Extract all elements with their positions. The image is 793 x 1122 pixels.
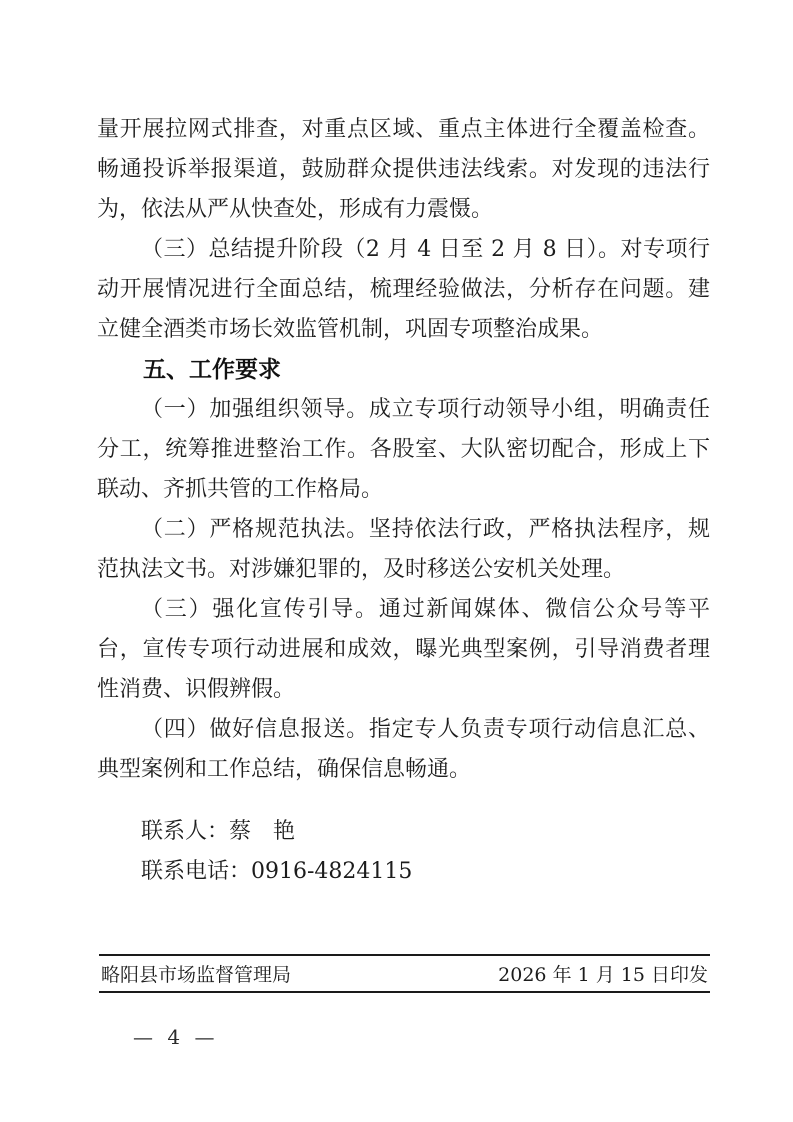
paragraph-item-three: （三）强化宣传引导。通过新闻媒体、微信公众号等平台，宣传专项行动进展和成效，曝光典型案例，引导消费者理性消费、识假辨假。 [97, 597, 710, 702]
paragraph-item-one: （一）加强组织领导。成立专项行动领导小组，明确责任分工，统筹推进整治工作。各股室、大队密切配合，形成上下联动、齐抓共管的工作格局。 [97, 397, 710, 502]
footer-bottom-rule [99, 991, 710, 993]
section-heading-work-requirements: 五、工作要求 [143, 357, 281, 383]
paragraph-continuation: 量开展拉网式排查，对重点区域、重点主体进行全覆盖检查。畅通投诉举报渠道，鼓励群众提供违法线索。对发现的违法行为，依法从严从快查处，形成有力震慑。 [97, 117, 710, 222]
contact-phone: 联系电话：0916-4824115 [141, 859, 413, 884]
document-footer [99, 954, 710, 993]
issuing-office: 略阳县市场监督管理局 [101, 964, 292, 986]
paragraph-stage-three: （三）总结提升阶段（2 月 4 日至 2 月 8 日）。对专项行动开展情况进行全面总结，梳理经验做法，分析存在问题。建立健全酒类市场长效监管机制，巩固专项整治成果。 [97, 237, 710, 342]
page-number: — 4 — [133, 1025, 219, 1049]
paragraph-item-two: （二）严格规范执法。坚持依法行政，严格执法程序，规范执法文书。对涉嫌犯罪的，及时移送公安机关处理。 [97, 517, 710, 582]
contact-person: 联系人：蔡 艳 [141, 819, 296, 844]
paragraph-item-four: （四）做好信息报送。指定专人负责专项行动信息汇总、典型案例和工作总结，确保信息畅通。 [97, 717, 710, 782]
print-date: 2026 年 1 月 15 日印发 [498, 964, 708, 986]
document-body [97, 110, 710, 892]
footer-row [99, 956, 710, 991]
contact-block [97, 812, 710, 892]
